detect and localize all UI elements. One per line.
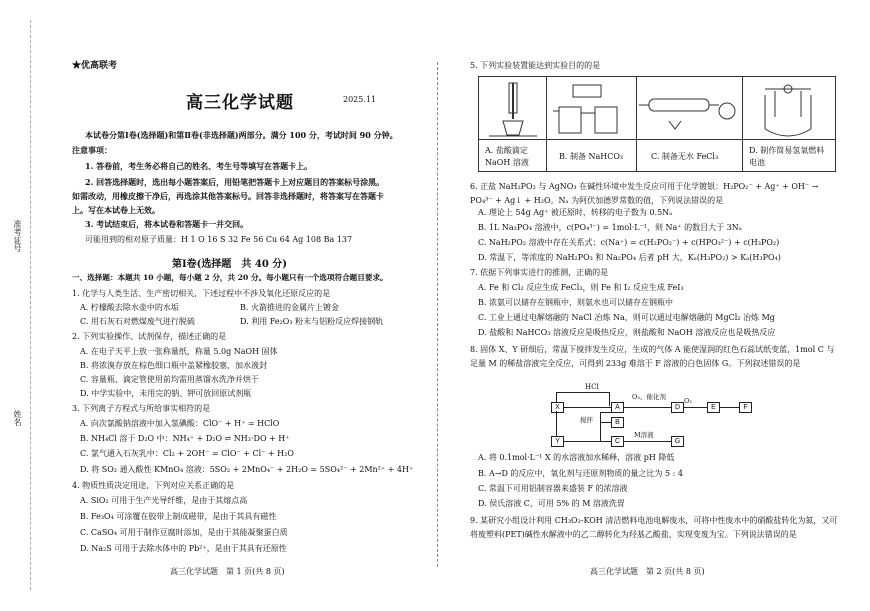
edge-label-m-solution: M溶液 [634, 431, 654, 439]
option-b: B. 将浓溴存放在棕色细口瓶中盖紧橡胶塞，加水液封 [80, 361, 267, 370]
option-d: D. Na₂S 可用于去除水体中的 Pb²⁺，是由于其具有还原性 [80, 544, 287, 553]
instruction-line: 本试卷分第Ⅰ卷(选择题)和第Ⅱ卷(非选择题)两部分。满分 100 分，考试时间 90 分钟。 [85, 130, 398, 140]
edge-label-stir: 搅拌 [580, 416, 593, 424]
node-d: D [671, 402, 684, 413]
option-a: A. SiO₂ 可用于生产光导纤维，是由于其熔点高 [80, 496, 248, 505]
question-stem: 5. 下列实验装置能达到实验目的的是 [470, 61, 601, 70]
edge-label-o2: O₂ [684, 397, 692, 405]
exam-number-label: 准考证号 [13, 220, 22, 252]
page-footer-right: 高三化学试题 第 2 页(共 8 页) [590, 567, 705, 576]
option-d: D. 中学实验中，未用完的钠、钾可放回原试剂瓶 [80, 389, 252, 398]
node-g: G [671, 436, 684, 447]
node-c: C [611, 436, 624, 447]
instruction-line: 上。写在本试卷上无效。 [72, 205, 160, 215]
question-stem: 3. 下列离子方程式与所给事实相符的是 [72, 404, 211, 413]
question-stem: 7. 依据下列事实进行的推测，正确的是 [470, 268, 609, 277]
option-b: B. 浓氨可以储存在钢瓶中，则氨水也可以储存在钢瓶中 [478, 298, 673, 307]
option-b: B. Fe₃O₄ 可涂覆在胶带上制成磁带，是由于其具有磁性 [80, 512, 277, 521]
edge-label-o2-catalyst: O₂、催化剂 [632, 393, 666, 401]
fuel-cell-apparatus-image [745, 81, 831, 137]
instruction-line: 3. 考试结束后，将本试卷和答题卡一并交回。 [85, 219, 249, 229]
atomic-mass-line: 可能用到的相对原子质量：H 1 O 16 S 32 Fe 56 Cu 64 Ag 108 Ba 137 [85, 235, 353, 244]
option-a: A. 理论上 54g Ag⁺ 被还原时，转移的电子数为 0.5Nₐ [478, 208, 673, 217]
page-footer-left: 高三化学试题 第 1 页(共 8 页) [170, 567, 285, 576]
page-divider [437, 62, 438, 567]
node-y: Y [551, 436, 564, 447]
section-title: 第Ⅰ卷(选择题 共 40 分) [172, 259, 288, 270]
option-d: D. 利用 Fe₂O₃ 粉末与铝粉反应焊接钢轨 [240, 317, 384, 326]
fecl3-apparatus-image [639, 81, 739, 137]
option-c: C. 用石灰石对燃煤废气进行脱硫 [80, 317, 195, 326]
page-title: 高三化学试题 [186, 93, 294, 113]
apparatus-table [478, 76, 836, 172]
instruction-line: 如需改动，用橡皮擦干净后，再选涂其他答案标号。回答非选择题时，将答案写在答题卡 [72, 191, 384, 201]
node-e: E [707, 402, 720, 413]
option-b: B. 1L Na₃PO₄ 溶液中，c(PO₄³⁻) = 1mol·L⁻¹，则 Na⁺ 的数目大于 3Nₐ [478, 223, 742, 232]
option-a: A. 盐酸滴定 NaOH 溶液 [485, 146, 529, 167]
question-stem: 9. 某研究小组设计利用 CH₃O₂-KOH 清洁燃料电池电解废水，可将中性废水中的硝酸盐转化为氮，又可将废塑料(PET)碱性水解液中的乙二醇转化为羟基乙酸盐，实现变废为宝。下列说法错误的是 [470, 516, 838, 539]
option-b: B. A→D 的反应中，氧化剂与还原剂物质的量之比为 5 : 4 [478, 469, 683, 478]
option-b: B. 火箭推进的金属片上镀金 [240, 303, 339, 312]
node-a: A [611, 402, 624, 413]
option-c: C. 常温下可用铝制容器来盛装 F 的浓溶液 [478, 484, 628, 493]
instruction-line: 1. 答卷前，考生务必将自己的姓名、考生号等填写在答题卡上。 [85, 161, 313, 171]
hcl-label: HCl [585, 383, 599, 391]
option-c: C. 氯气通入石灰乳中：Cl₂ + 2OH⁻ = ClO⁻ + Cl⁻ + H₂O [80, 449, 294, 458]
node-x: X [551, 402, 564, 413]
question-stem: 6. 正盐 NaH₂PO₂ 与 AgNO₃ 在碱性环境中发生反应可用于化学镀银：H₂PO₂⁻ + Ag⁺ + OH⁻ → PO₄³⁻ + Ag↓ + H₂O。Nₐ 为阿伏加德罗常数的值，下列说法错误的是 [470, 182, 819, 205]
option-a: A. 柠檬酸去除水壶中的水垢 [80, 303, 179, 312]
option-a: A. 在电子天平上放一张称量纸，称量 5.0g NaOH 固体 [80, 347, 278, 356]
option-b: B. 制备 NaHCO₃ [559, 152, 624, 161]
question-stem: 4. 物质性质决定用途，下列对应关系正确的是 [72, 481, 235, 490]
exam-date: 2025.11 [343, 95, 377, 104]
option-d: D. 盐酸和 NaHCO₃ 溶液反应是吸热反应，则盐酸和 NaOH 溶液反应也是吸热反应 [478, 328, 776, 337]
nahco3-apparatus-image [551, 81, 633, 137]
question-stem: 1. 化学与人类生活、生产密切相关，下述过程中不涉及氧化还原反应的是 [72, 289, 331, 298]
option-c: C. CaSO₄ 可用于制作豆腐时添加，是由于其能凝聚蛋白质 [80, 528, 288, 537]
instruction-line: 注意事项： [72, 145, 112, 155]
binding-line [30, 20, 31, 590]
node-b: B [611, 417, 624, 428]
option-c: C. 制备无水 FeCl₃ [651, 152, 719, 161]
option-d: D. 将 SO₂ 通入酸性 KMnO₄ 溶液：5SO₂ + 2MnO₄⁻ + 2H₂O = 5SO₄²⁻ + 2Mn²⁺ + 4H⁺ [80, 465, 414, 474]
question-stem: 8. 固体 X、Y 研细后，常温下搅拌发生反应，生成的气体 A 能使湿润的红色石蕊试纸变蓝，1mol C 与足量 M 的稀盐溶液完全反应，可得到 233g 难溶于 F 溶液的白色固体 G。下列叙述错误的是 [470, 345, 835, 368]
option-d: D. 常温下，等浓度的 NaH₂PO₃ 和 Na₂PO₄ 后者 pH 大，Kₐ(H₃PO₂) > Kₐ(H₃PO₄) [478, 253, 781, 262]
option-d: D. 制作简易氢氧燃料电池 [749, 146, 825, 167]
name-label: 姓名 [13, 410, 22, 426]
option-d: D. 侯氏溶液 C，可用 5% 的 M 溶液洗胃 [478, 499, 625, 508]
option-b: B. NH₄Cl 溶于 D₂O 中：NH₄⁺ + D₂O ⇌ NH₃·DO + H⁺ [80, 434, 290, 443]
option-a: A. 将 0.1mol·L⁻¹ X 的水溶液加水稀释，溶液 pH 降低 [478, 453, 675, 462]
option-a: A. 向次氯酸钠溶液中加入氢碘酸：ClO⁻ + H⁺ = HClO [80, 419, 280, 428]
brand-label: ★优高联考 [72, 61, 118, 71]
node-f: F [739, 402, 752, 413]
question-stem: 2. 下列实验操作、试剂保存，描述正确的是 [72, 332, 227, 341]
instruction-line: 2. 回答选择题时，选出每小题答案后，用铅笔把答题卡上对应题目的答案标号涂黑。 [85, 177, 385, 187]
titration-apparatus-image [483, 81, 543, 137]
option-c: C. NaH₂PO₂ 溶液中存在关系式：c(Na⁺) = c(H₂PO₂⁻) + c(HPO₃²⁻) + c(H₃PO₂) [478, 238, 780, 247]
option-c: C. 容量瓶、滴定管使用前均需用蒸馏水洗净并烘干 [80, 375, 259, 384]
option-a: A. Fe 和 Cl₂ 反应生成 FeCl₃，则 Fe 和 I₂ 反应生成 FeI₃ [478, 283, 684, 292]
option-c: C. 工业上通过电解熔融的 NaCl 冶炼 Na，则可以通过电解熔融的 MgCl₂ 冶炼 Mg [478, 313, 775, 322]
section-intro: 一、选择题：本题共 10 小题，每小题 2 分，共 20 分。每小题只有一个选项符合题目要求。 [72, 273, 388, 282]
